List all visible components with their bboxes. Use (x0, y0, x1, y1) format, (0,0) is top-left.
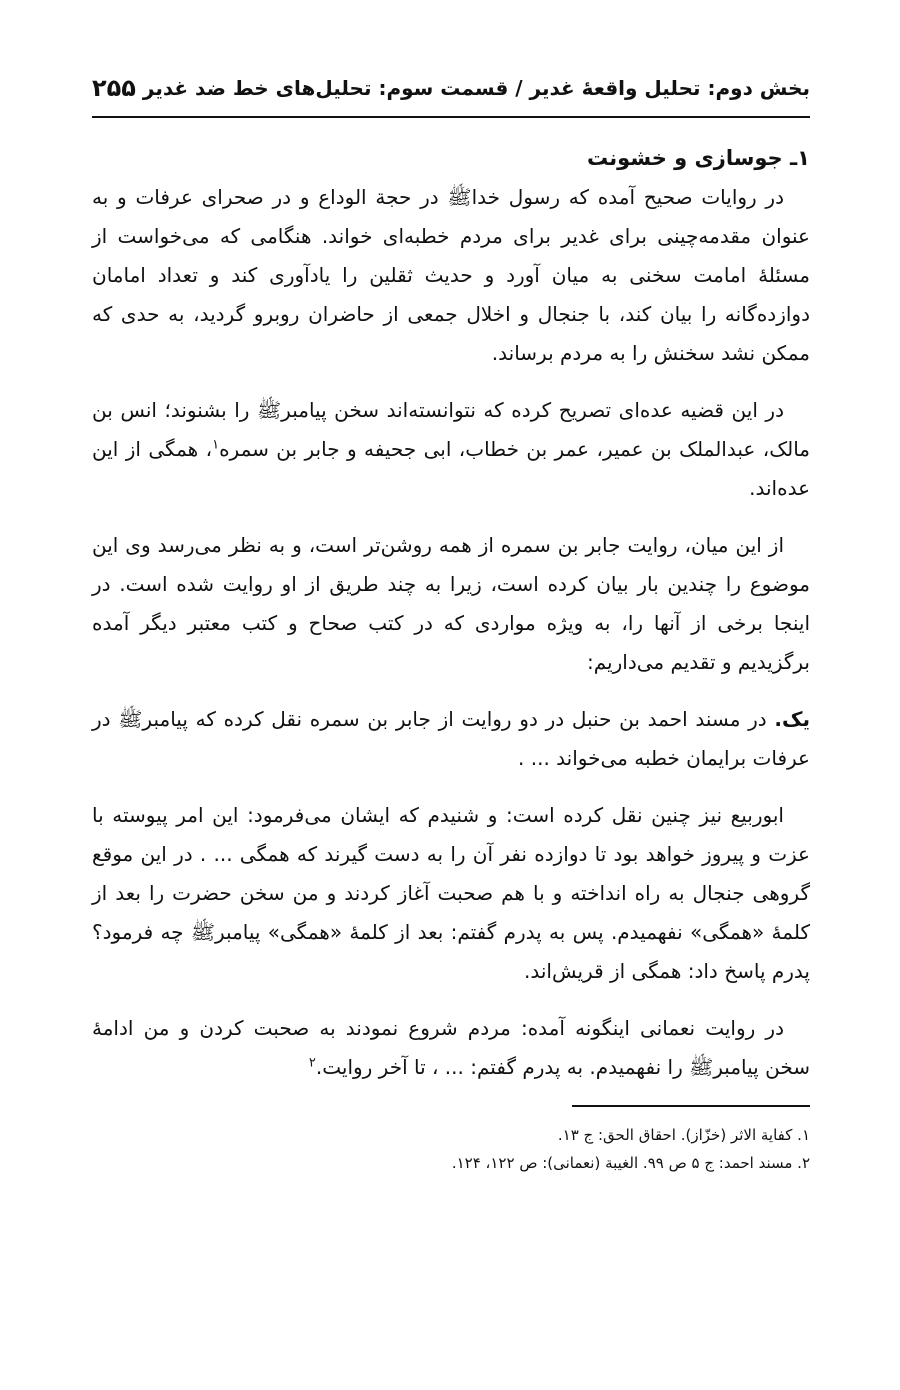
paragraph-3: از این میان، روایت جابر بن سمره از همه روشن‌تر است، و به نظر می‌رسد وی این موضوع را چندین بار بیان کرده است، زیرا به چند طریق از او روایت شده است. در اینجا برخی از آنها را، به ویژه مواردی که در کتب صحاح و کتب معتبر دیگر آمده برگزیدیم و تقدیم می‌داریم: (92, 533, 810, 674)
header-rule (92, 116, 810, 118)
paragraph-2-part-1: در این قضیه عده‌ای تصریح کرده که نتوانسته‌اند سخن پیامبرﷺ را بشنوند؛ انس بن مالک، عبدالملک بن عمیر، عمر بن خطاب، ابی جحیفه و جابر بن سمره (92, 398, 810, 461)
paragraph-1: در روایات صحیح آمده که رسول خداﷺ در حجة الوداع و در صحرای عرفات و به عنوان مقدمه‌چینی برای غدیر برای مردم خطبه‌ای خواند. هنگامی که می‌خواست از مسئلهٔ امامت سخنی به میان آورد و حدیث ثقلین را یادآوری کند و تعداد امامان دوازده‌گانه را بیان کند، با جنجال و اخلال جمعی از حاضران روبرو گردید، به حدی که ممکن نشد سخنش را به مردم برساند. (92, 185, 810, 365)
paragraph-6 (92, 1009, 810, 1087)
paragraph-6-text: در روایت نعمانی اینگونه آمده: مردم شروع نمودند به صحبت کردن و من ادامهٔ سخن پیامبرﷺ را نفهمیدم. به پدرم گفتم: ... ، تا آخر روایت. (92, 1016, 810, 1079)
footnote-2: ۲. مسند احمد: ج ۵ ص ۹۹. الغیبة (نعمانی): ص ۱۲۲، ۱۲۴. (451, 1154, 810, 1172)
running-head: بخش دوم: تحلیل واقعهٔ غدیر / قسمت سوم: تحلیل‌های خط ضد غدیر (142, 76, 810, 100)
footnote-1: ۱. کفایة الاثر (خزّاز). احقاق الحق: ج ۱۳. (557, 1126, 810, 1144)
footnote-rule (572, 1105, 810, 1107)
paragraph-4-text: در مسند احمد بن حنبل در دو روایت از جابر بن سمره نقل کرده که پیامبرﷺ در عرفات برایمان خطبه می‌خواند ... . (92, 707, 810, 770)
paragraph-2 (92, 391, 810, 508)
page-number: ۲۵۵ (92, 74, 136, 102)
paragraph-4 (92, 700, 810, 778)
footnote-ref-1[interactable]: ۱ (212, 437, 220, 453)
page (92, 70, 810, 1177)
paragraph-2-part-2: ، همگی از این عده‌اند. (92, 437, 810, 500)
paragraph-5: ابوربیع نیز چنین نقل کرده است: و شنیدم که ایشان می‌فرمود: این امر پیوسته با عزت و پیروز خواهد بود تا دوازده نفر آن را به دست گیرند که همگی ... . در این موقع گروهی جنجال به راه انداخته و با هم صحبت آغاز کردند و من سخن حضرت را بعد از کلمهٔ «همگی» نفهمیدم. پس به پدرم گفتم: بعد از کلمهٔ «همگی» پیامبرﷺ چه فرمود؟ پدرم پاسخ داد: همگی از قریش‌اند. (92, 803, 810, 983)
paragraph-4-lead: یک. (774, 707, 810, 731)
footnote-ref-2[interactable]: ۲ (308, 1055, 316, 1071)
page-header (92, 70, 810, 112)
section-title: ۱ـ جوسازی و خشونت (587, 146, 810, 170)
